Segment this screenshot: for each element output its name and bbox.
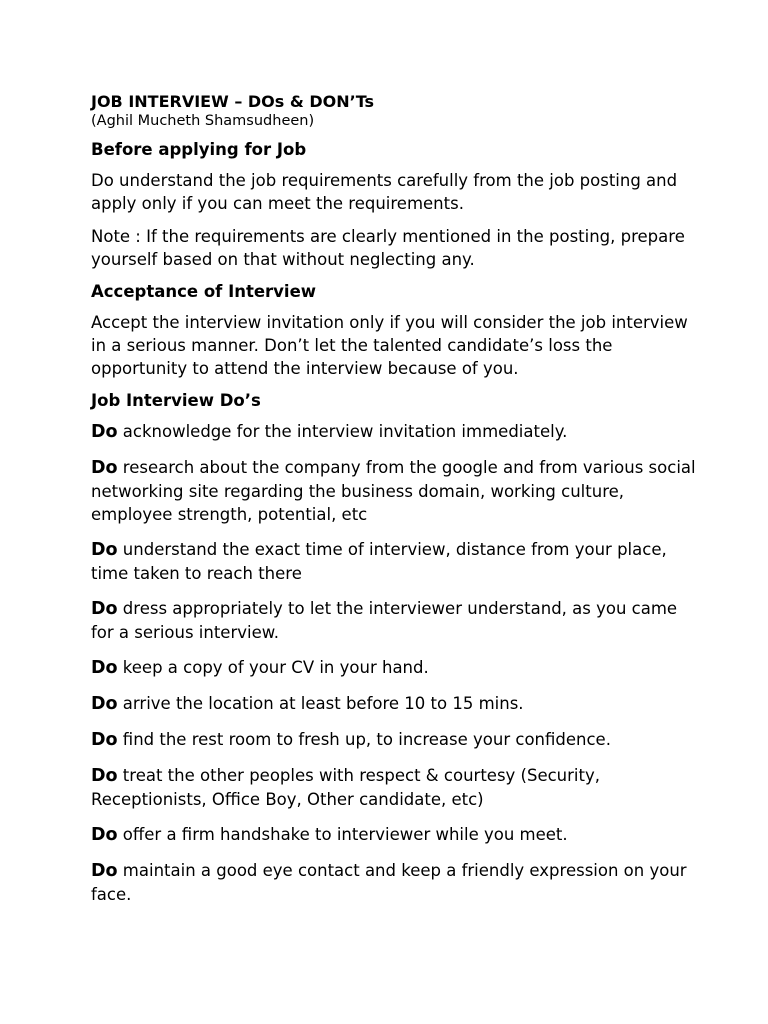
do-keyword: Do [91, 458, 118, 478]
do-item [91, 420, 698, 444]
do-item [91, 692, 698, 716]
do-item-text: maintain a good eye contact and keep a friendly expression on your face. [91, 861, 687, 904]
paragraph: Note : If the requirements are clearly mentioned in the posting, prepare yourself based on that without neglecting any. [91, 227, 685, 269]
do-item [91, 538, 698, 585]
do-item-text: acknowledge for the interview invitation immediately. [117, 422, 568, 441]
do-item-text: dress appropriately to let the interviewer understand, as you came for a serious interview. [91, 599, 678, 642]
do-item [91, 764, 698, 811]
do-keyword: Do [91, 766, 118, 786]
paragraph: Accept the interview invitation only if you will consider the job interview in a serious manner. Don’t let the talented candidate’s loss the opportunity to attend the interview because of you. [91, 313, 688, 378]
do-item [91, 859, 698, 906]
do-item [91, 456, 698, 526]
do-keyword: Do [91, 730, 118, 750]
document-title: JOB INTERVIEW – DOs & DON’Ts [91, 92, 375, 111]
do-keyword: Do [91, 540, 118, 560]
do-keyword: Do [91, 658, 118, 678]
paragraph: Do understand the job requirements carefully from the job posting and apply only if you can meet the requirements. [91, 171, 678, 213]
do-item-text: research about the company from the google and from various social networking site regarding the business domain, working culture, employee strength, potential, etc [91, 458, 696, 524]
do-item-text: understand the exact time of interview, distance from your place, time taken to reach there [91, 540, 667, 583]
do-item [91, 728, 698, 752]
do-keyword: Do [91, 861, 118, 881]
do-keyword: Do [91, 825, 118, 845]
do-item-text: treat the other peoples with respect & courtesy (Security, Receptionists, Office Boy, Other candidate, etc) [91, 766, 600, 809]
do-item [91, 597, 698, 644]
do-keyword: Do [91, 599, 118, 619]
do-item-text: keep a copy of your CV in your hand. [117, 658, 429, 677]
do-item-text: arrive the location at least before 10 to 15 mins. [117, 694, 524, 713]
do-keyword: Do [91, 694, 118, 714]
do-item [91, 823, 698, 847]
do-keyword: Do [91, 422, 118, 442]
do-item-text: find the rest room to fresh up, to increase your confidence. [117, 730, 611, 749]
heading-before-applying: Before applying for Job [91, 140, 307, 159]
document-author: (Aghil Mucheth Shamsudheen) [91, 113, 315, 129]
heading-dos: Job Interview Do’s [91, 391, 261, 410]
do-item-text: offer a firm handshake to interviewer while you meet. [117, 825, 568, 844]
do-item [91, 656, 698, 680]
heading-acceptance: Acceptance of Interview [91, 282, 317, 301]
